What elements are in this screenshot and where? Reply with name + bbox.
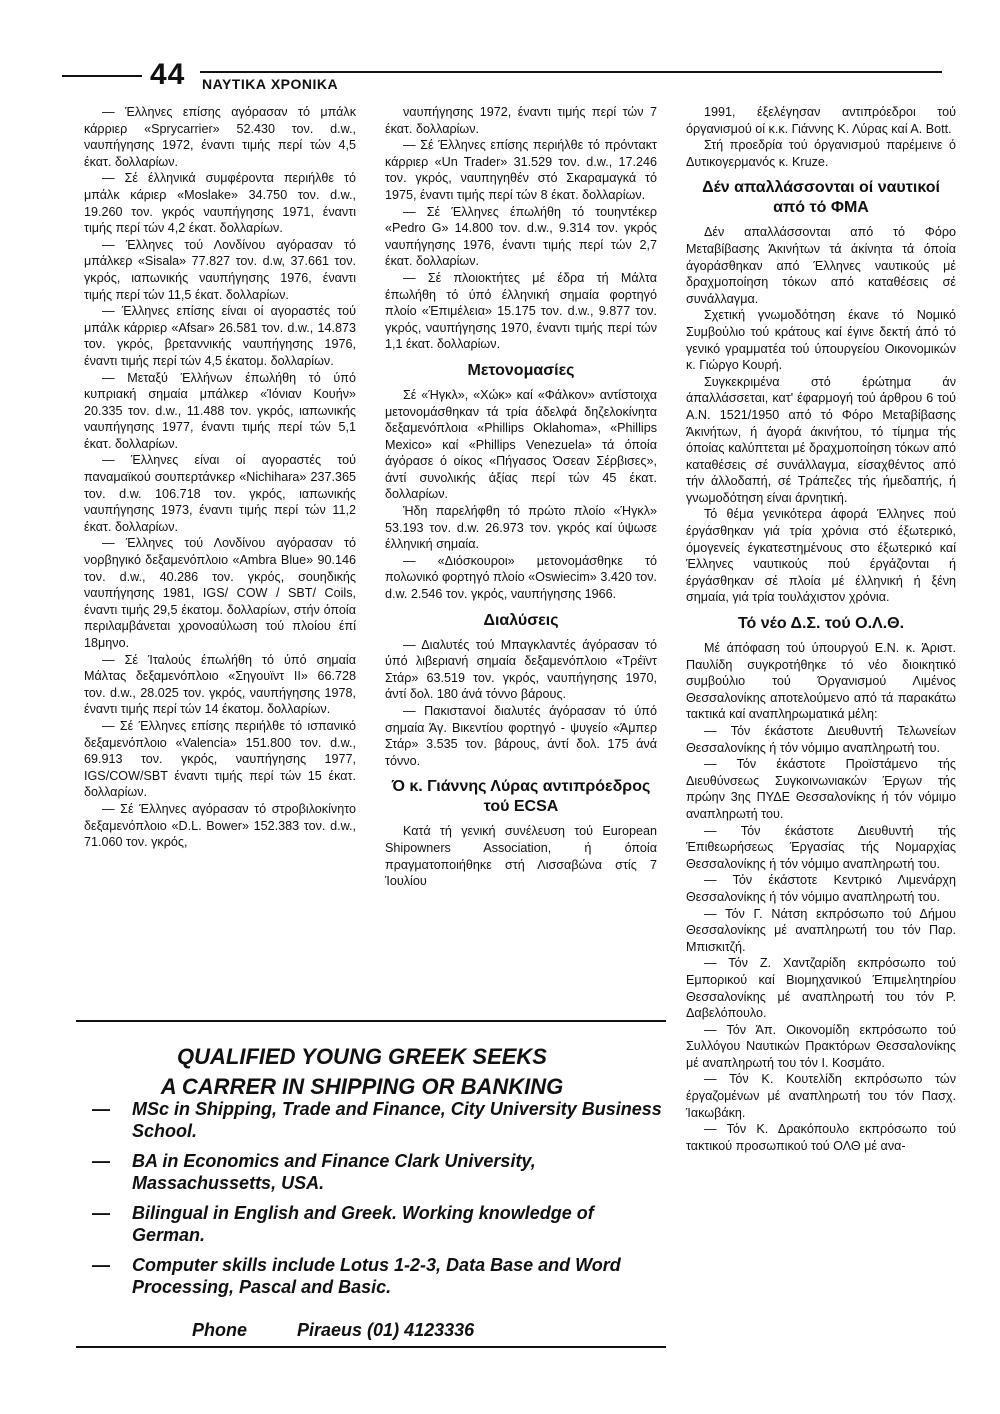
ad-headline-line-2: A CARRER IN SHIPPING OR BANKING: [160, 1074, 564, 1099]
page-header: [62, 58, 942, 98]
list-item: [92, 1202, 662, 1246]
section-heading-breakups: Διαλύσεις: [483, 611, 559, 629]
page-number: 44: [150, 58, 186, 91]
paragraph: — Τόν Κ. Κουτελίδη εκπρόσωπο τών έργαζομένων μέ αναπληρωτή του τόν Πασχ. Ίακωβάκη.: [686, 1072, 956, 1120]
ad-headline-line-1: QUALIFIED YOUNG GREEK SEEKS: [177, 1044, 547, 1069]
paragraph: — «Διόσκουροι» μετονομάσθηκε τό πολωνικό φορτηγό πλοίο «Oswiecim» 3.420 τον. d.w. 2.546 τον. γκρός, ναυπήγησης 1966.: [385, 553, 657, 602]
section-heading-ecsa: Ό κ. Γιάννης Λύρας αντιπρόεδρος τού ECSA: [391, 778, 651, 816]
paragraph: — Σέ Έλληνες έπωλήθη τό τουηντέκερ «Pedro G» 14.800 τον. d.w., 9.314 τον. γκρός ναυπήγησης 1976, έναντι τιμής περί τών 2,7 έκατ. δολλαρίων.: [385, 204, 657, 269]
paragraph: — Πακιστανοί διαλυτές άγόρασαν τό ύπό σημαία Άγ. Βικεντίου φορτηγό - ψυγείο «Άμπερ Στάρ» 3.535 τον. βάρους, άντί δολ. 175 άνά τόννο.: [385, 704, 657, 768]
list-item-text: Computer skills include Lotus 1-2-3, Data Base and Word Processing, Pascal and Basic.: [132, 1255, 621, 1297]
list-item: [92, 1254, 662, 1298]
paragraph: — Έλληνες είναι οί αγοραστές τού παναμαϊκού σουπερτάνκερ «Nichihara» 237.365 τον. d.w. 106.718 τον. γκρός, ιαπωνικής ναυπήγησης 1973, έναντι τιμής περί τών 11,2 έκατ. δολλαρίων.: [84, 453, 356, 534]
list-item: [92, 1150, 662, 1194]
paragraph: Σέ «Ήγκλ», «Χώκ» καί «Φάλκον» αντίστοιχα μετονομάσθηκαν τά τρία άδελφά δηζελοκίνητα δεξαμενόπλοια «Phillips Oklahoma», «Phillips Mexico» καί «Phillips Venezuela» τά όποία άγόρασε ό οίκος «Πήγασος Όσεαν Σέρβισες», άντί συνολικής άξίας περί τών 45 έκατ. δολλαρίων.: [385, 387, 657, 502]
paragraph: — Σέ Έλληνες επίσης περιήλθε τό πρόντακτ κάρριερ «Un Trader» 31.529 τον. d.w., 17.246 τον. γκρός, ναυπηγηθέν στό Σκαραμαγκά τό 1975, έναντι τιμής περί τών 8 έκατ. δολλαρίων.: [385, 138, 657, 202]
paragraph: — Τόν έκάστοτε Διευθυντή τής Έπιθεωρήσεως Έργασίας τής Νομαρχίας Θεσσαλονίκης ή τόν νόμιμο αναπληρωτή του.: [686, 823, 956, 871]
paragraph: — Τόν έκάστοτε Διευθυντή Τελωνείων Θεσσαλονίκης ή τόν νόμιμο αναπληρωτή του.: [686, 724, 956, 755]
column-3: [686, 104, 956, 1154]
paragraph: — Τόν Ζ. Χαντζαρίδη εκπρόσωπο τού Εμπορικού καί Βιομηχανικού Έπιμελητηρίου Θεσσαλονίκης μέ αναπληρωτή του τόν Ρ. Δαβελόπουλο.: [686, 956, 956, 1021]
ad-qualifications-list: [92, 1098, 662, 1306]
publication-title: ΝΑΥΤΙΚΑ ΧΡΟΝΙΚΑ: [202, 76, 339, 92]
ad-bottom-rule: [76, 1346, 666, 1348]
phone-number: Piraeus (01) 4123336: [297, 1320, 475, 1340]
dash-bullet: —: [92, 1255, 110, 1275]
paragraph: — Διαλυτές τού Μπαγκλαντές άγόρασαν τό ύπό λιβεριανή σημαία δεξαμενόπλοιο «Τρέϊντ Στάρ» 63.519 τον. γκρός, ναυπήγησης 1970, άντί δολ. 180 άνά τόννο βάρους.: [385, 637, 657, 702]
dash-bullet: —: [92, 1099, 110, 1119]
paragraph: ναυπήγησης 1972, έναντι τιμής περί τών 7 έκατ. δολλαρίων.: [385, 105, 657, 136]
dash-bullet: —: [92, 1151, 110, 1171]
paragraph: — Σέ Ίταλούς έπωλήθη τό ύπό σημαία Μάλτας δεξαμενόπλοιο «Σηγουϊντ ΙΙ» 66.728 τον. d.w., 28.025 τον. γκρός, ναυπήγησης 1978, έναντι τιμής περί τών 14 έκατομ. δολλαρίων.: [84, 652, 356, 717]
paragraph: Δέν απαλλάσσονται από τό Φόρο Μεταβίβασης Άκινήτων τά άκίνητα τά όποία άγοράσθηκαν από Έλληνες ναυτικούς μέ δραχμοποίηση τόκων από καταθέσεις σέ συνάλλαγμα.: [686, 225, 956, 306]
paragraph: — Σέ πλοιοκτήτες μέ έδρα τή Μάλτα έπωλήθη τό ύπό έλληνική σημαία φορτηγό πλοίο «Έπιμέλεια» 15.175 τον. d.w., 9.877 τον. γκρός, ναυπήγησης 1970, έναντι τιμής περί τών 1,1 έκατ. δολλαρίων.: [385, 270, 657, 352]
paragraph: — Μεταξύ Έλλήνων έπωλήθη τό ύπό κυπριακή σημαία μπάλκερ «Ίόνιαν Κουήν» 20.335 τον. d.w., 11.488 τον. γκρός, ιαπωνικής ναυπήγησης 1977, έναντι τιμής περί τών 5,1 έκατ. δολλαρίων.: [84, 370, 356, 451]
paragraph: Στή προεδρία τού όργανισμού παρέμεινε ό Δυτικογερμανός κ. Kruze.: [686, 138, 956, 169]
paragraph: — Τόν έκάστοτε Κεντρικό Λιμενάρχη Θεσσαλονίκης ή τόν νόμιμο αναπληρωτή του.: [686, 873, 956, 904]
paragraph: Μέ άπόφαση τού ύπουργού Ε.Ν. κ. Άριστ. Παυλίδη συγκροτήθηκε τό νέο διοικητικό συμβούλιο τού Όργανισμού Λιμένος Θεσσαλονίκης αποτελούμενο από τά παρακάτω τακτικά καί αναπληρωματικά μέλη:: [686, 641, 956, 722]
section-heading-fma: Δέν απαλλάσσονται οί ναυτικοί από τό ΦΜΑ: [702, 179, 940, 217]
paragraph: Ήδη παρελήφθη τό πρώτο πλοίο «Ήγκλ» 53.193 τον. d.w. 26.973 τον. γκρός καί ύψωσε έλληνική σημαία.: [385, 504, 657, 552]
paragraph: — Έλληνες τού Λονδίνου αγόρασαν τό μπάλκερ «Sisala» 77.827 τον. d.w, 37.661 τον. γκρός, ιαπωνικής ναυπήγησης 1976, έναντι τιμής περί τών 11,5 έκατ. δολλαρίων.: [84, 237, 356, 302]
paragraph: — Σέ Έλληνες αγόρασαν τό στροβιλοκίνητο δεξαμενόπλοιο «D.L. Bower» 152.383 τον. d.w., 71.060 τον. γκρός,: [84, 801, 356, 850]
ad-headline: [62, 1042, 662, 1102]
header-rule-left: [62, 75, 142, 77]
paragraph: — Τόν Κ. Δρακόπουλο εκπρόσωπο τού τακτικού προσωπικού τού ΟΛΘ μέ ανα-: [686, 1122, 956, 1153]
dash-bullet: —: [92, 1203, 110, 1223]
paragraph: — Σέ έλληνικά συμφέροντα περιήλθε τό μπάλκ κάριερ «Moslake» 34.750 τον. d.w., 19.260 τον. γκρός ναυπήγησης 1971, έναντι τιμής περί τών 4,2 έκατ. δολλαρίων.: [84, 171, 356, 236]
paragraph: Κατά τή γενική συνέλευση τού European Shipowners Association, ή όποία πραγματοποιήθηκε στή Λισσαβώνα στίς 7 Ίουλίου: [385, 824, 657, 889]
column-2: [385, 104, 657, 890]
phone-label: Phone: [192, 1320, 248, 1340]
paragraph: — Τόν Άπ. Οικονομίδη εκπρόσωπο τού Συλλόγου Ναυτικών Πρακτόρων Θεσσαλονίκης μέ αναπληρωτή του τόν Ι. Κοσμάτο.: [686, 1022, 956, 1070]
paragraph: Σχετική γνωμοδότηση έκανε τό Νομικό Συμβούλιο τού κράτους καί έγινε δεκτή άπό τό γενικό γραμματέα τού ύπουργείου Οικονομικών κ. Γιώργο Κουρή.: [686, 308, 956, 373]
ad-top-rule: [76, 1020, 666, 1022]
section-heading-renames: Μετονομασίες: [467, 361, 575, 379]
section-heading-olth: Τό νέο Δ.Σ. τού Ο.Λ.Θ.: [737, 615, 905, 633]
paragraph: Τό θέμα γενικότερα άφορά Έλληνες πού έργάσθηκαν γιά τρία χρόνια στό έξωτερικό, όμογενείς έγκατεστημένους στο έξωτερικό καί Έλληνες ναυτικούς πού έργάζονται ή έργάσθηκαν σέ πλοία μέ έλληνική ή ξένη σημαία, γιά τρία τουλάχιστον χρόνια.: [686, 507, 956, 605]
list-item-text: MSc in Shipping, Trade and Finance, City University Business School.: [132, 1099, 662, 1141]
header-rule-right: [200, 71, 942, 73]
paragraph: — Έλληνες επίσης είναι οί αγοραστές τού μπάλκ κάρριερ «Afsar» 26.581 τον. d.w., 14.873 τον. γκρός, βρεταννικής ναυπήγησης 1976, έναντι τιμής περί τών 4,5 έκατομ. δολλαρίων.: [84, 304, 356, 368]
paragraph: — Έλληνες τού Λονδίνου αγόρασαν τό νορβηγικό δεξαμενόπλοιο «Ambra Blue» 90.146 τον. d.w., 40.286 τον. γκρός, σουηδικής ναυπήγησης 1981, IGS/ COW / SBT/ Coils, έναντι τιμής 29,5 έκατομ. δολλαρίων, στήν όποία περιλαμβάνεται χρονοαύλωση τού πλοίου έπί 18μηνο.: [84, 536, 356, 650]
list-item-text: Bilingual in English and Greek. Working knowledge of German.: [132, 1203, 594, 1245]
paragraph: — Τόν Γ. Νάτση εκπρόσωπο τού Δήμου Θεσσαλονίκης μέ αναπληρωτή του τόν Παρ. Μπισκιτζή.: [686, 906, 956, 954]
list-item-text: BA in Economics and Finance Clark University, Massachussetts, USA.: [132, 1151, 536, 1193]
list-item: [92, 1098, 662, 1142]
classified-ad: [62, 1020, 662, 1370]
ad-phone: [192, 1320, 474, 1341]
paragraph: — Τόν έκάστοτε Προϊστάμενο τής Διευθύνσεως Συγκοινωνιακών Έργων τής πρώην 3ης ΠΥΔΕ Θεσσαλονίκης ή τόν νόμιμο αναπληρωτή του.: [686, 757, 956, 821]
paragraph: 1991, έξελέγησαν αντιπρόεδροι τού όργανισμού οί κ.κ. Γιάννης Κ. Λύρας καί Α. Bott.: [686, 105, 956, 136]
column-1: [84, 104, 356, 851]
paragraph: — Έλληνες επίσης αγόρασαν τό μπάλκ κάρριερ «Sprycarrier» 52.430 τον. d.w., ναυπήγησης 1972, έναντι τιμής περί τών 4,5 έκατ. δολλαρίων.: [84, 105, 356, 169]
paragraph: Συγκεκριμένα στό έρώτημα άν άπαλλάσσεται, κατ' έφαρμογή τού άρθρου 6 τού Α.Ν. 1521/1950 από τό Φόρο Μεταβίβασης Άκινήτων, ή άγορά άκινήτου, τό τίμημα τής όποίας καλύπτεται μέ δραχμοποίηση τόκων από καταθέσεις σέ συνάλλαγμα, είσαχθέντος από τήν άλλοδαπή, σέ Τράπεζες τής ήμεδαπής, ή γνωμοδότηση είναι άρνητική.: [686, 374, 956, 505]
paragraph: — Σέ Έλληνες επίσης περιήλθε τό ισπανικό δεξαμενόπλοιο «Valencia» 151.800 τον. d.w., 69.913 τον. γκρός, ναυπήγησης 1977, IGS/COW/SBT έναντι τιμής περί τών 15 έκατ. δολλαρίων.: [84, 718, 356, 800]
